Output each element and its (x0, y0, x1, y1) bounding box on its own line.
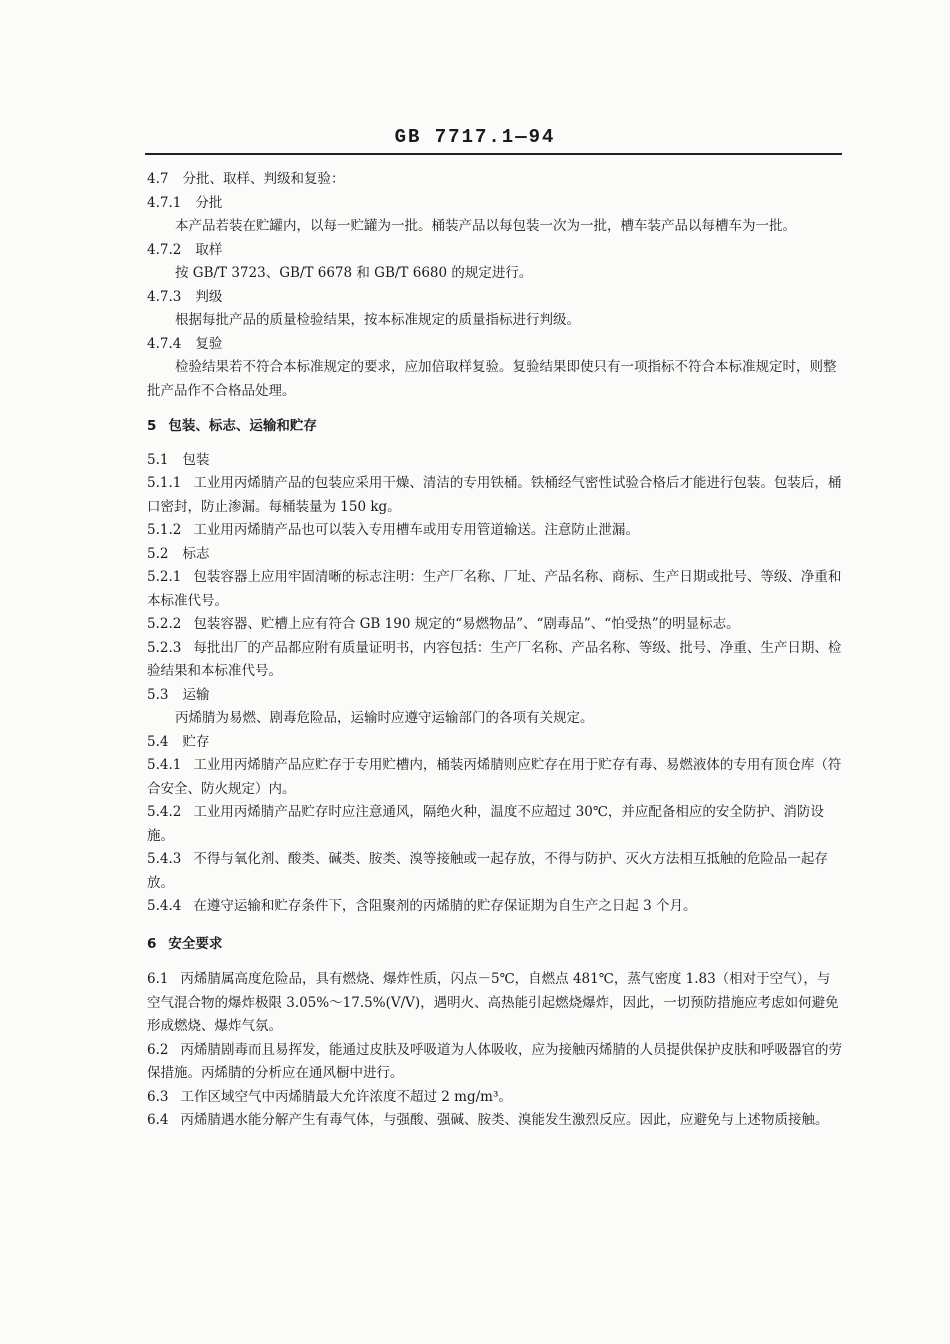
clause-text: 丙烯腈遇水能分解产生有毒气体，与强酸、强碱、胺类、溴能发生激烈反应。因此，应避免与上述物质接触。 (180, 1112, 829, 1128)
clause-number: 6.3 (147, 1088, 169, 1105)
clause-number: 5.1.2 (147, 522, 182, 538)
clause-text: 不得与氧化剂、酸类、碱类、胺类、溴等接触或一起存放，不得与防护、灭火方法相互抵触的危险品一起存放。 (147, 851, 828, 891)
paragraph-4-7-3: 根据每批产品的质量检验结果，按本标准规定的质量指标进行判级。 (175, 312, 580, 328)
clause-5-4 (147, 731, 843, 755)
clause-5-4-4 (147, 895, 843, 919)
clause-5-2-2 (147, 613, 843, 637)
clause-text: 工业用丙烯腈产品也可以装入专用槽车或用专用管道输送。注意防止泄漏。 (193, 522, 639, 538)
clause-number: 6.4 (147, 1112, 169, 1128)
section-6-heading (147, 933, 843, 957)
clause-number: 5.1.1 (147, 475, 182, 491)
clause-title: 复验 (195, 335, 223, 352)
clause-number: 5.4.2 (147, 804, 182, 820)
spacer (147, 403, 843, 415)
clause-text: 丙烯腈剧毒而且易挥发，能通过皮肤及呼吸道为人体吸收，应为接触丙烯腈的人员提供保护皮肤和呼吸器官的劳保措施。丙烯腈的分析应在通风橱中进行。 (147, 1041, 842, 1081)
paragraph-4-7-4: 检验结果若不符合本标准规定的要求，应加倍取样复验。复验结果即使只有一项指标不符合本标准规定时，则整批产品作不合格品处理。 (147, 359, 837, 399)
clause-6-4 (147, 1109, 843, 1133)
clause-number: 4.7.4 (147, 335, 182, 352)
paragraph-4-7-2: 按 GB/T 3723、GB/T 6678 和 GB/T 6680 的规定进行。 (175, 265, 533, 281)
clause-number: 5.4.1 (147, 757, 182, 773)
clause-text: 包装容器、贮槽上应有符合 GB 190 规定的“易燃物品”、“剧毒品”、“怕受热”的明显标志。 (193, 616, 740, 632)
paragraph-5-3: 丙烯腈为易燃、剧毒危险品，运输时应遵守运输部门的各项有关规定。 (175, 710, 594, 726)
spacer (147, 956, 843, 968)
clause-5-4-3 (147, 848, 843, 895)
clause-text: 工业用丙烯腈产品的包装应采用干燥、清洁的专用铁桶。铁桶经气密性试验合格后才能进行包装。包装后，桶口密封，防止渗漏。每桶装量为 150 kg。 (147, 475, 842, 515)
section-number: 5 (147, 418, 157, 434)
clause-5-4-2 (147, 801, 843, 848)
clause-4-7-1 (147, 192, 843, 216)
clause-title: 包装 (182, 451, 210, 468)
clause-number: 5.4.3 (147, 851, 182, 867)
spacer (147, 439, 843, 449)
clause-text: 在遵守运输和贮存条件下，含阻聚剂的丙烯腈的贮存保证期为自生产之日起 3 个月。 (193, 898, 697, 914)
clause-4-7-2 (147, 239, 843, 263)
standard-code-header: GB 7717.1—94 (394, 126, 556, 148)
clause-title: 贮存 (182, 733, 210, 750)
clause-text: 工业用丙烯腈产品应贮存于专用贮槽内，桶装丙烯腈则应贮存在用于贮存有毒、易燃液体的专用有顶仓库（符合安全、防火规定）内。 (147, 757, 842, 797)
document-body (147, 168, 843, 1133)
clause-number: 5.3 (147, 686, 169, 703)
clause-number: 5.4 (147, 733, 169, 750)
clause-number: 5.2.3 (147, 639, 182, 656)
clause-text: 包装容器上应用牢固清晰的标志注明：生产厂名称、厂址、产品名称、商标、生产日期或批号、等级、净重和本标准代号。 (147, 569, 842, 609)
paragraph-4-7-1: 本产品若装在贮罐内，以每一贮罐为一批。桶装产品以每包装一次为一批，槽车装产品以每槽车为一批。 (175, 218, 796, 234)
clause-text: 丙烯腈属高度危险品，具有燃烧、爆炸性质，闪点－5℃，自燃点 481℃，蒸气密度 1.83（相对于空气），与空气混合物的爆炸极限 3.05%～17.5%(V/V)，遇明火、高热能引起燃烧爆炸，因此，一切预防措施应考虑如何避免形成燃烧、爆炸气氛。 (147, 971, 839, 1034)
clause-5-1-2 (147, 519, 843, 543)
clause-4-7-4 (147, 333, 843, 357)
clause-5-4-1 (147, 754, 843, 801)
clause-text: 工作区域空气中丙烯腈最大允许浓度不超过 2 mg/m³。 (180, 1088, 512, 1105)
clause-number: 4.7.3 (147, 288, 182, 305)
clause-number: 4.7 (147, 171, 169, 187)
spacer (147, 919, 843, 933)
section-5-heading (147, 415, 843, 439)
section-title: 安全要求 (168, 935, 223, 952)
clause-number: 5.2 (147, 545, 169, 562)
clause-title: 取样 (195, 241, 223, 258)
header-rule (145, 153, 842, 155)
clause-4-7 (147, 168, 843, 192)
clause-6-1 (147, 968, 843, 1039)
clause-5-2-3 (147, 637, 843, 684)
clause-number: 6.1 (147, 971, 169, 987)
clause-title: 标志 (182, 545, 210, 562)
clause-5-2 (147, 543, 843, 567)
clause-title: 判级 (195, 288, 223, 305)
clause-title: 分批 (195, 194, 223, 211)
clause-number: 4.7.1 (147, 194, 182, 211)
clause-4-7-3 (147, 286, 843, 310)
clause-number: 4.7.2 (147, 241, 182, 258)
clause-number: 6.2 (147, 1041, 169, 1058)
clause-6-3 (147, 1086, 843, 1110)
clause-6-2 (147, 1039, 843, 1086)
clause-5-1 (147, 449, 843, 473)
clause-text: 每批出厂的产品都应附有质量证明书，内容包括：生产厂名称、产品名称、等级、批号、净重、生产日期、检验结果和本标准代号。 (147, 639, 842, 679)
clause-5-3 (147, 684, 843, 708)
clause-text: 工业用丙烯腈产品贮存时应注意通风，隔绝火种，温度不应超过 30℃，并应配备相应的安全防护、消防设施。 (147, 804, 824, 844)
clause-5-2-1 (147, 566, 843, 613)
clause-5-1-1 (147, 472, 843, 519)
clause-title: 运输 (182, 686, 210, 703)
clause-number: 5.2.1 (147, 569, 182, 585)
section-title: 包装、标志、运输和贮存 (168, 418, 317, 434)
clause-title: 分批、取样、判级和复验： (182, 171, 345, 187)
section-number: 6 (147, 935, 157, 952)
clause-number: 5.1 (147, 451, 169, 468)
clause-number: 5.2.2 (147, 616, 182, 632)
clause-number: 5.4.4 (147, 898, 182, 914)
